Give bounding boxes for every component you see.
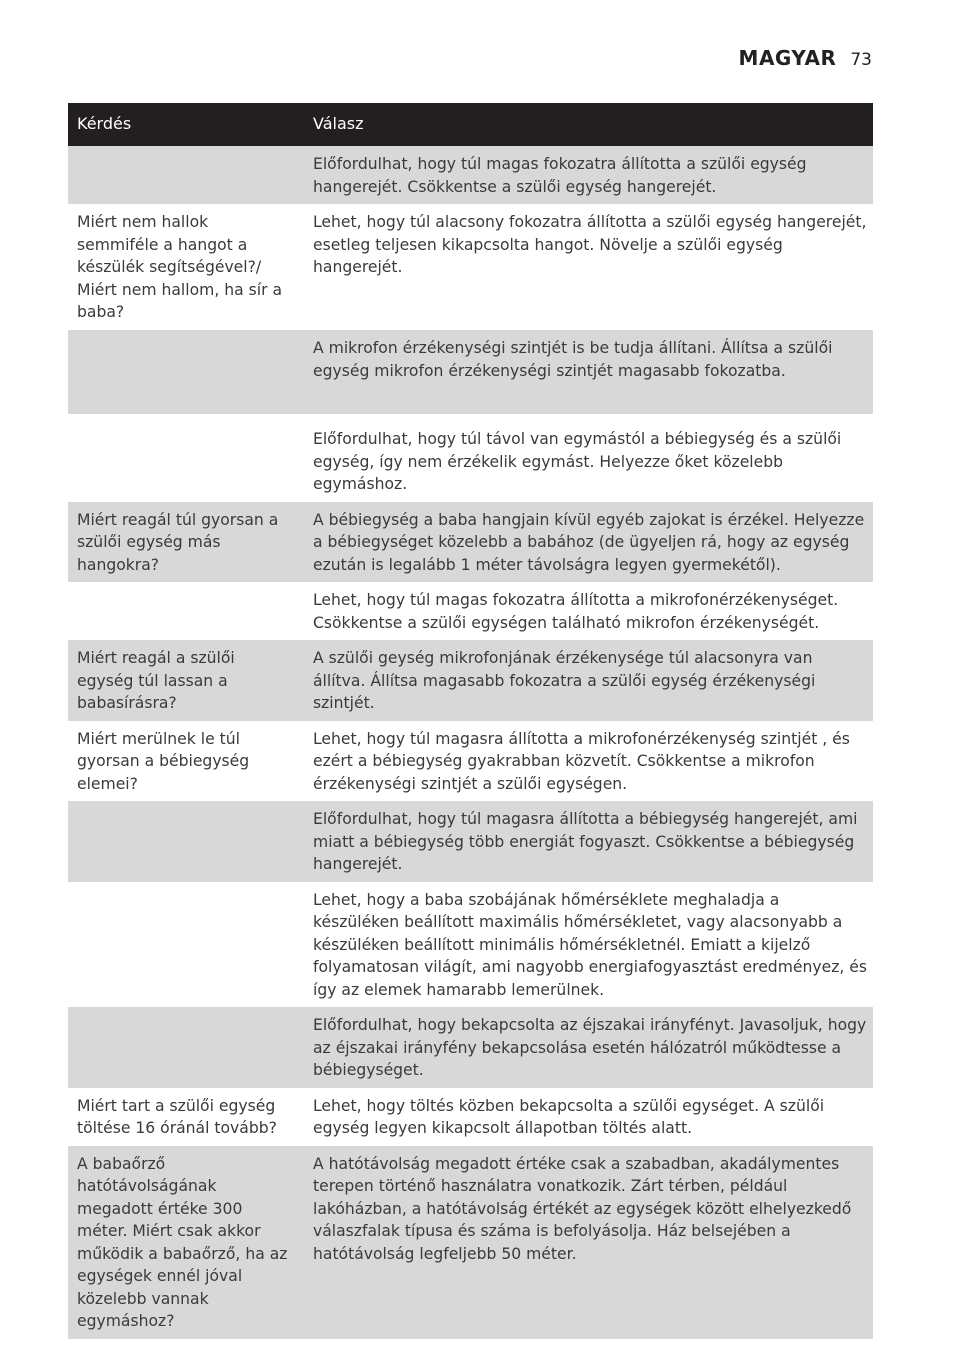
table-row (68, 721, 873, 802)
column-header-question: Kérdés (68, 103, 304, 146)
answer-cell: A szülői geység mikrofonjának érzékenysége túl alacsonyra van állítva. Állítsa magasabb fokozatra a szülői egység érzékenységi szintjét. (304, 640, 873, 721)
table-row (68, 882, 873, 1008)
answer-cell: Lehet, hogy a baba szobájának hőmérséklete meghaladja a készüléken beállított maximális hőmérsékletet, vagy alacsonyabb a készüléken beállított minimális hőmérsékletnél. Emiatt a kijelző folyamatosan világít, ami nagyobb energiafogyasztást eredményez, és így az elemek hamarabb lemerülnek. (313, 890, 868, 999)
answer-cell: A mikrofon érzékenységi szintjét is be tudja állítani. Állítsa a szülői egység mikrofon érzékenységi szintjét magasabb fokozatba. (304, 330, 873, 414)
table-row (68, 414, 873, 502)
question-cell: Miért reagál túl gyorsan a szülői egység más hangokra? (68, 502, 304, 583)
language-label: MAGYAR (738, 46, 837, 70)
answer-cell: Előfordulhat, hogy túl magasra állította a bébiegység hangerejét, ami miatt a bébiegység több energiát fogyaszt. Csökkentse a bébiegység hangerejét. (304, 801, 873, 882)
question-cell (68, 414, 304, 502)
question-cell (68, 146, 304, 204)
table-row (68, 204, 873, 330)
table-row (68, 1088, 873, 1146)
answer-cell: Előfordulhat, hogy bekapcsolta az éjszakai irányfényt. Javasoljuk, hogy az éjszakai irányfény bekapcsolása esetén hálózatról működtesse a bébiegységet. (304, 1007, 873, 1088)
table-row (68, 1146, 873, 1339)
troubleshooting-table (68, 103, 873, 1339)
answer-cell: Lehet, hogy töltés közben bekapcsolta a szülői egységet. A szülői egység legyen kikapcsolt állapotban töltés alatt. (313, 1096, 825, 1137)
column-header-answer: Válasz (304, 103, 873, 146)
table-header-row (68, 103, 873, 146)
question-cell (68, 330, 304, 414)
answer-cell: Lehet, hogy túl magas fokozatra állította a mikrofonérzékenységet. Csökkentse a szülői egységen található mikrofon érzékenységét. (313, 591, 839, 632)
answer-cell: A hatótávolság megadott értéke csak a szabadban, akadálymentes terepen történő használatra vonatkozik. Zárt térben, például lakóházban, a hatótávolság értékét az egységek között elhelyezkedő válaszfalak típusa és száma is befolyásolja. Ház belsejében a hatótávolság legfeljebb 50 méter. (304, 1146, 873, 1339)
table-row (68, 582, 873, 640)
table-row (68, 146, 873, 204)
question-cell: Miért nem hallok semmiféle a hangot a készülék segítségével?/ Miért nem hallom, ha sír a baba? (77, 213, 283, 321)
question-cell (68, 801, 304, 882)
answer-cell: Lehet, hogy túl alacsony fokozatra állította a szülői egység hangerejét, esetleg teljesen kikapcsolta hangot. Növelje a szülői egység hangerejét. (313, 213, 867, 276)
answer-cell: Előfordulhat, hogy túl távol van egymástól a bébiegység és a szülői egység, így nem érzékelik egymást. Helyezze őket közelebb egymáshoz. (313, 430, 842, 493)
answer-cell: Lehet, hogy túl magasra állította a mikrofonérzékenység szintjét , és ezért a bébiegység gyakrabban közvetít. Csökkentse a mikrofon érzékenységi szintjét a szülői egységen. (313, 729, 850, 793)
table-row (68, 640, 873, 721)
table-row (68, 502, 873, 583)
page-header (739, 46, 872, 70)
question-cell: Miért tart a szülői egység töltése 16 óránál tovább? (77, 1096, 277, 1137)
question-cell: Miért reagál a szülői egység túl lassan a babasírásra? (68, 640, 304, 721)
question-cell (68, 582, 304, 640)
answer-cell: A bébiegység a baba hangjain kívül egyéb zajokat is érzékel. Helyezze a bébiegységet közelebb a babához (de ügyeljen rá, hogy az egység ezután is legalább 1 méter távolságra legyen gyermekétől). (304, 502, 873, 583)
page-number: 73 (850, 50, 872, 70)
question-cell (68, 882, 304, 1008)
question-cell: Miért merülnek le túl gyorsan a bébiegység elemei? (77, 729, 250, 793)
answer-cell: Előfordulhat, hogy túl magas fokozatra állította a szülői egység hangerejét. Csökkentse a szülői egység hangerejét. (304, 146, 873, 204)
table-row (68, 801, 873, 882)
table-row (68, 1007, 873, 1088)
question-cell: A babaőrző hatótávolságának megadott értéke 300 méter. Miért csak akkor működik a babaőrző, ha az egységek ennél jóval közelebb vannak egymáshoz? (68, 1146, 304, 1339)
question-cell (68, 1007, 304, 1088)
table-row (68, 330, 873, 414)
